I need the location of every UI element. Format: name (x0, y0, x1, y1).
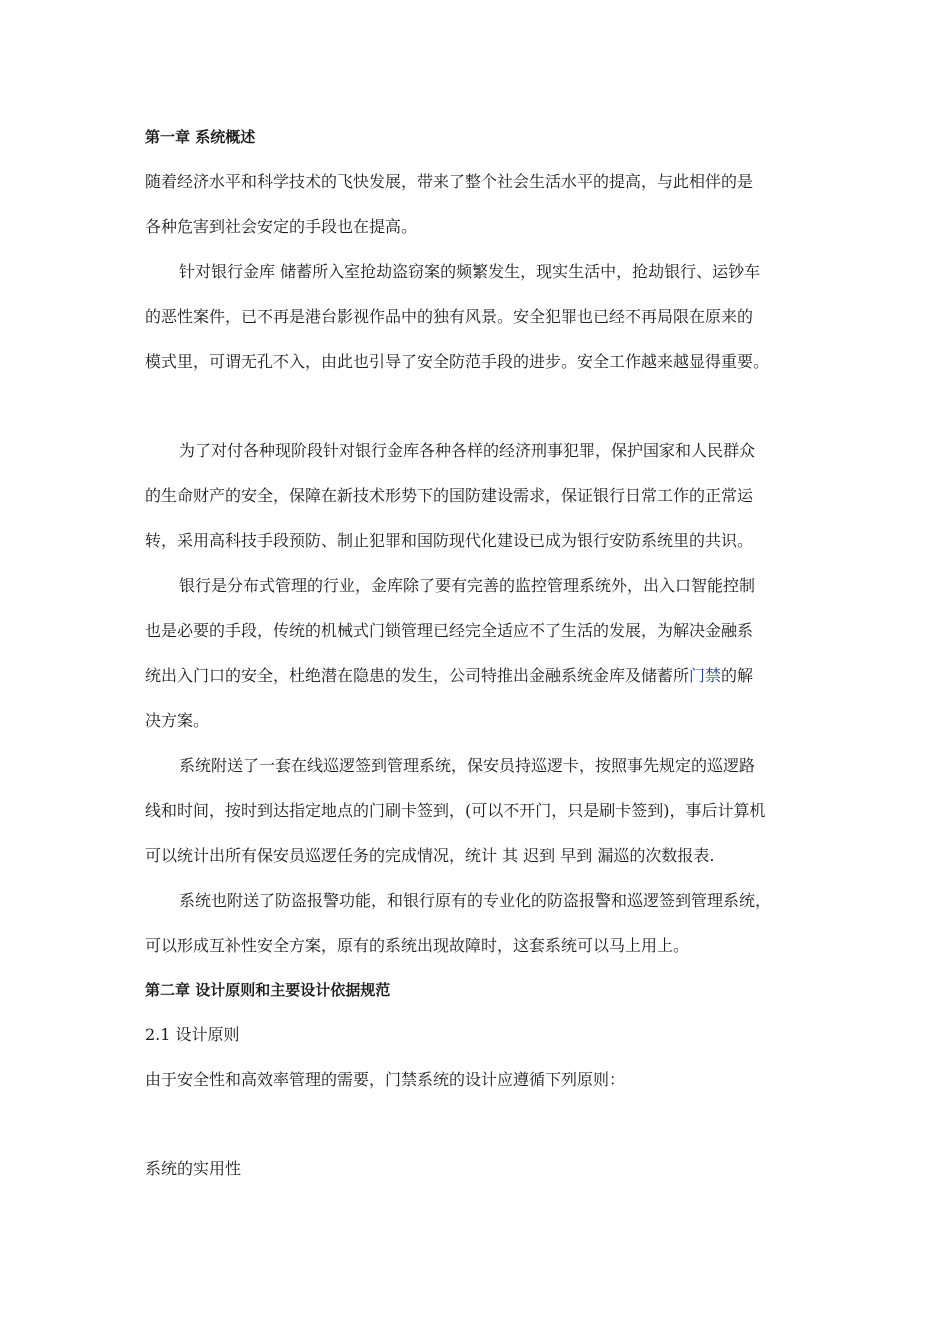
p3-line-3-tail: 的解 (721, 666, 754, 685)
p3-line-2: 也是必要的手段，传统的机械式门锁管理已经完全适应不了生活的发展，为解决金融系 (145, 621, 754, 640)
p5-line-1: 系统也附送了防盗报警功能，和银行原有的专业化的防盗报警和巡逻签到管理系统， (179, 891, 772, 910)
chapter-1-title: 第一章 系统概述 (145, 128, 256, 146)
access-control-link[interactable]: 门禁 (689, 666, 722, 685)
p2-line-1: 为了对付各种现阶段针对银行金库各种各样的经济刑事犯罪，保护国家和人民群众 (179, 441, 756, 460)
intro-line-1: 随着经济水平和科学技术的飞快发展，带来了整个社会生活水平的提高，与此相伴的是 (145, 172, 754, 191)
p4-line-1: 系统附送了一套在线巡逻签到管理系统，保安员持巡逻卡，按照事先规定的巡逻路 (179, 756, 756, 775)
p2-line-3: 转，采用高科技手段预防、制止犯罪和国防现代化建设已成为银行安防系统里的共识。 (145, 531, 754, 550)
p3-line-4: 决方案。 (145, 711, 210, 730)
principle-item-practicality: 系统的实用性 (145, 1159, 242, 1178)
p4-line-2: 线和时间，按时到达指定地点的门刷卡签到，(可以不开门，只是刷卡签到)，事后计算机 (145, 801, 766, 820)
p3-line-3-text: 统出入门口的安全，杜绝潜在隐患的发生，公司特推出金融系统金库及储蓄所 (145, 666, 690, 685)
p4-line-3: 可以统计出所有保安员巡逻任务的完成情况，统计 其 迟到 早到 漏巡的次数报表. (145, 846, 715, 865)
section-2-1-title: 2.1 设计原则 (145, 1025, 240, 1044)
p3-line-1: 银行是分布式管理的行业，金库除了要有完善的监控管理系统外，出入口智能控制 (179, 576, 756, 595)
chapter-2-title: 第二章 设计原则和主要设计依据规范 (145, 981, 391, 999)
chapter-2-intro: 由于安全性和高效率管理的需要，门禁系统的设计应遵循下列原则： (145, 1070, 626, 1089)
p5-line-2: 可以形成互补性安全方案，原有的系统出现故障时，这套系统可以马上用上。 (145, 936, 690, 955)
p1-line-2: 的恶性案件，已不再是港台影视作品中的独有风景。安全犯罪也已经不再局限在原来的 (145, 307, 754, 326)
p1-line-3: 模式里，可谓无孔不入，由此也引导了安全防范手段的进步。安全工作越来越显得重要。 (145, 352, 770, 371)
p1-line-1: 针对银行金库 储蓄所入室抢劫盗窃案的频繁发生，现实生活中，抢劫银行、运钞车 (179, 262, 761, 281)
p3-line-3 (145, 666, 753, 686)
intro-line-2: 各种危害到社会安定的手段也在提高。 (145, 217, 418, 236)
p2-line-2: 的生命财产的安全，保障在新技术形势下的国防建设需求，保证银行日常工作的正常运 (145, 486, 754, 505)
